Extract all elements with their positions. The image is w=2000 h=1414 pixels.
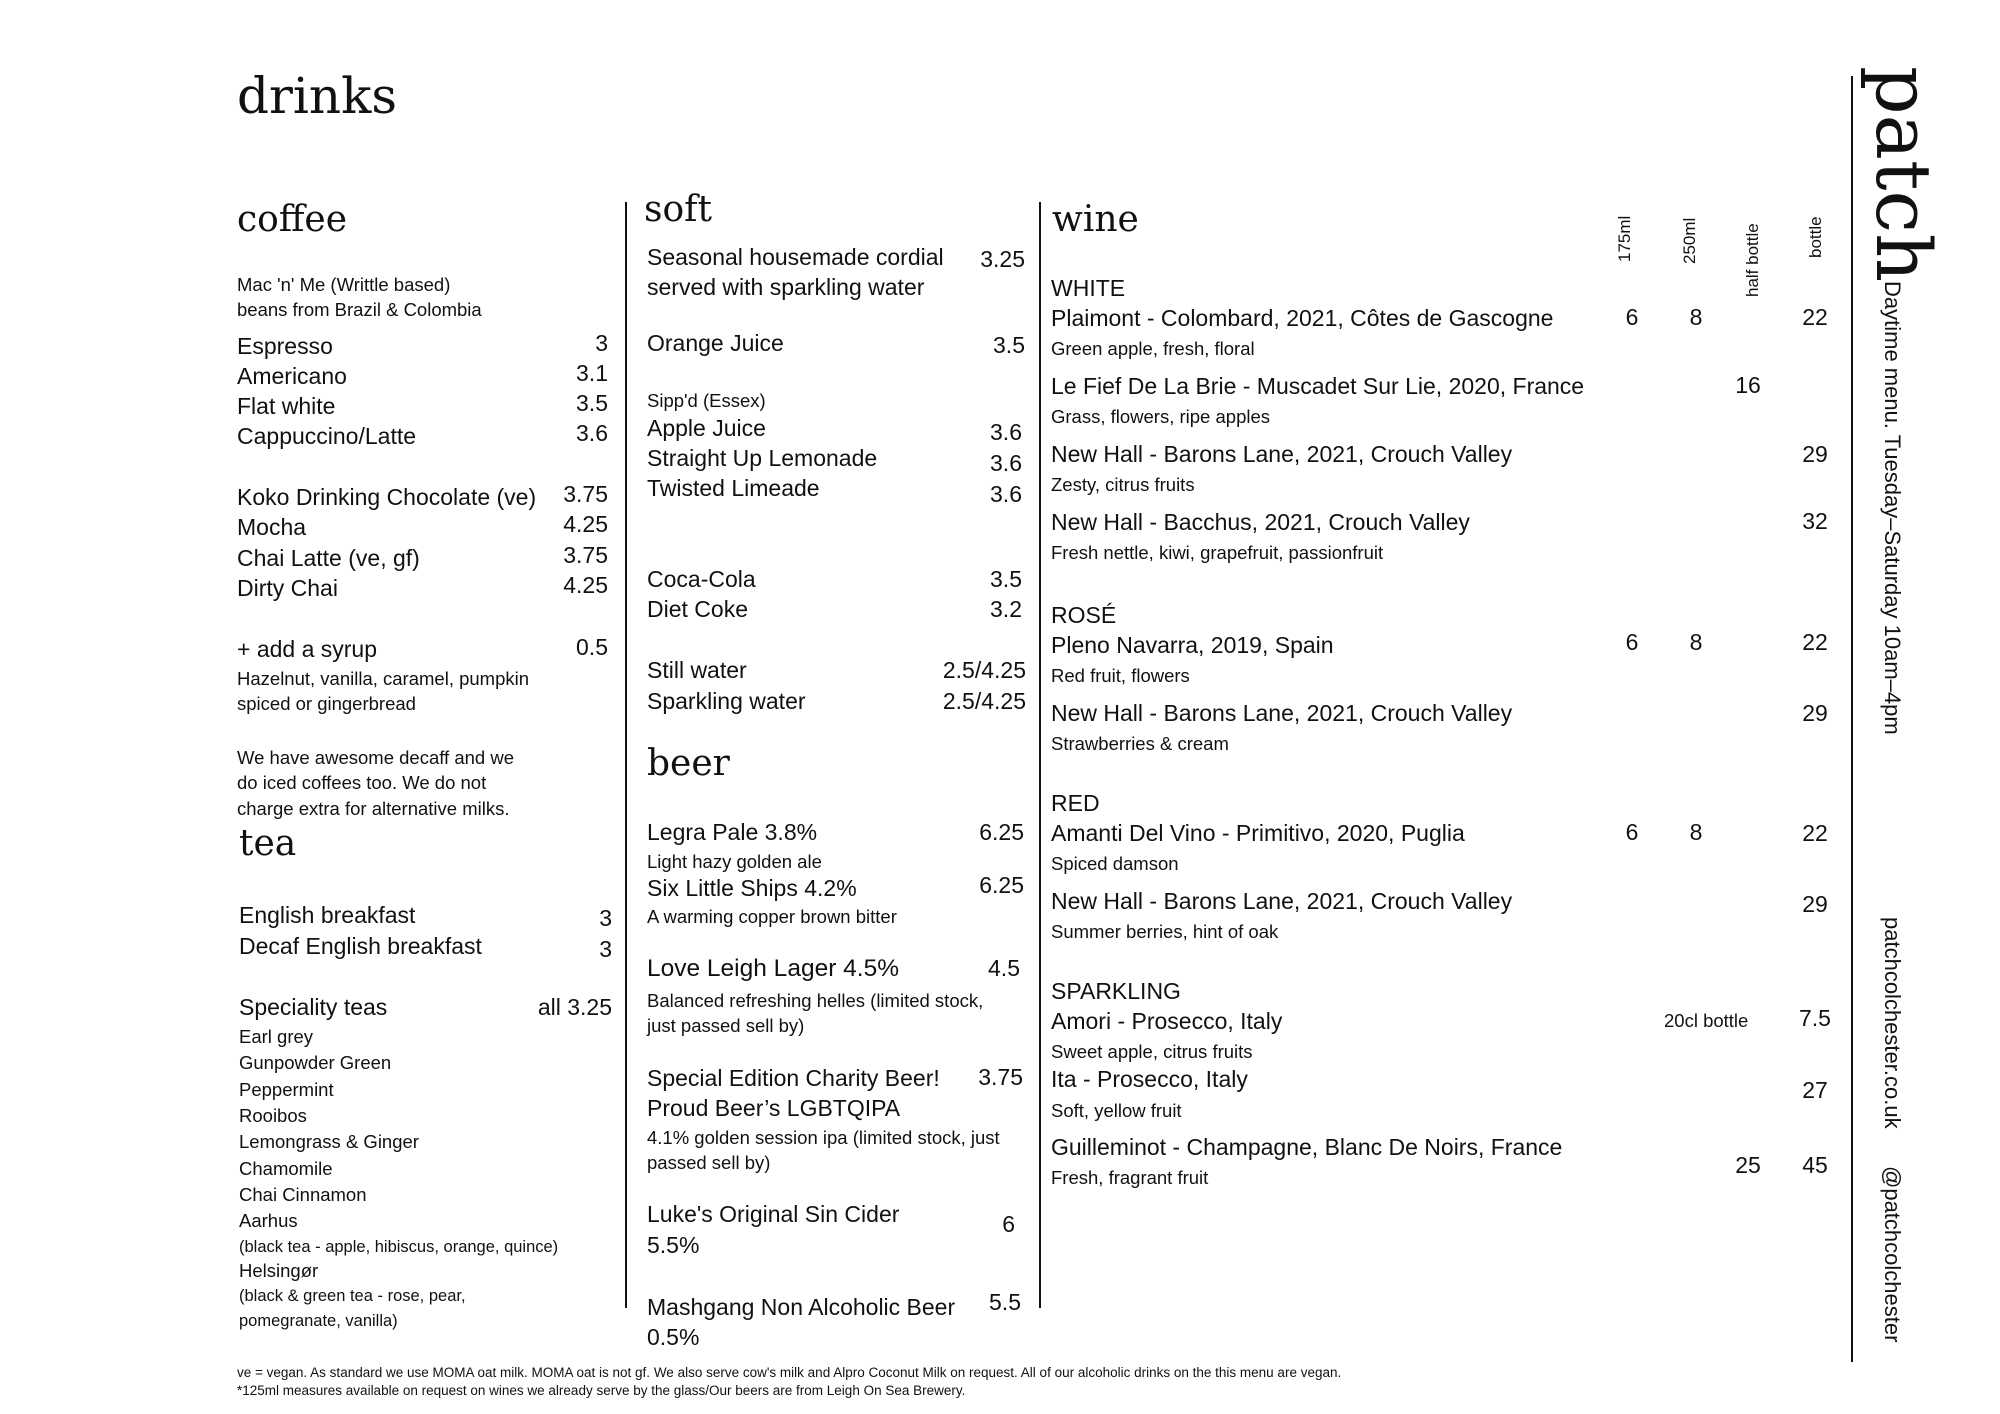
menu-item-name: Diet Coke	[647, 596, 748, 622]
menu-item-price: 2.5/4.25	[942, 688, 1026, 714]
wine-size-note: 20cl bottle	[1664, 1010, 1749, 1031]
coffee-note-line: beans from Brazil & Colombia	[237, 299, 482, 320]
wine-name: New Hall - Barons Lane, 2021, Crouch Valley	[1051, 888, 1513, 914]
wine-desc: Fresh nettle, kiwi, grapefruit, passionfruit	[1051, 542, 1384, 563]
wine-name: Le Fief De La Brie - Muscadet Sur Lie, 2020, France	[1051, 373, 1585, 399]
brand-logo: patch	[1859, 66, 1948, 283]
wine-price-175: 6	[1625, 629, 1639, 655]
menu-item-name: Speciality teas	[239, 994, 388, 1020]
menu-item-price: 3.5	[993, 332, 1025, 358]
wine-price-bottle: 29	[1802, 700, 1828, 726]
wine-price-175: 6	[1625, 819, 1639, 845]
menu-item-price: 3.1	[576, 360, 608, 386]
wine-desc: Grass, flowers, ripe apples	[1051, 406, 1271, 427]
list-item: Lemongrass & Ginger	[239, 1131, 419, 1152]
wine-desc: Zesty, citrus fruits	[1051, 474, 1195, 495]
decaf-note: do iced coffees too. We do not	[237, 772, 487, 793]
wine-price-bottle: 7.5	[1799, 1005, 1831, 1031]
menu-item-name: Seasonal housemade cordial	[647, 244, 944, 270]
menu-item-name: Chai Latte (ve, gf)	[237, 545, 420, 571]
wine-price-250: 8	[1689, 629, 1703, 655]
sippd-label: Sipp'd (Essex)	[647, 390, 766, 411]
menu-item-name: + add a syrup	[237, 636, 378, 662]
wine-price-half: 25	[1735, 1152, 1761, 1178]
decaf-note: charge extra for alternative milks.	[237, 798, 510, 819]
brand-divider	[1851, 76, 1853, 1362]
wine-heading: wine	[1052, 199, 1139, 240]
list-item: Chai Cinnamon	[239, 1184, 367, 1205]
syrup-desc: Hazelnut, vanilla, caramel, pumpkin	[237, 668, 530, 689]
menu-item-name: Dirty Chai	[237, 575, 338, 601]
menu-item-price: all 3.25	[537, 994, 612, 1020]
menu-item-name: English breakfast	[239, 902, 416, 928]
wine-name: New Hall - Bacchus, 2021, Crouch Valley	[1051, 509, 1470, 535]
menu-item-name: Cappuccino/Latte	[237, 423, 417, 449]
wine-desc: Fresh, fragrant fruit	[1051, 1167, 1209, 1188]
menu-item-price: 4.5	[988, 955, 1020, 981]
menu-item-desc: Light hazy golden ale	[647, 851, 822, 872]
menu-item-name: Decaf English breakfast	[239, 933, 482, 959]
coffee-note-line: Mac 'n' Me (Writtle based)	[237, 274, 451, 295]
menu-item-name: Luke's Original Sin Cider	[647, 1201, 900, 1227]
menu-item-name: Special Edition Charity Beer!	[647, 1065, 940, 1091]
menu-item-desc: A warming copper brown bitter	[647, 906, 897, 927]
wine-name: Plaimont - Colombard, 2021, Côtes de Gascogne	[1051, 305, 1554, 331]
list-item: Earl grey	[239, 1026, 314, 1047]
wine-price-bottle: 22	[1802, 304, 1828, 330]
wine-column-header: 175ml	[1615, 215, 1634, 262]
wine-column-header: 250ml	[1680, 217, 1699, 264]
menu-item-price: 4.25	[563, 511, 608, 537]
wine-price-175: 6	[1625, 304, 1639, 330]
wine-column-header: half bottle	[1743, 223, 1762, 297]
menu-item-name: Twisted Limeade	[647, 475, 820, 501]
wine-desc: Sweet apple, citrus fruits	[1051, 1041, 1253, 1062]
menu-item-price: 2.5/4.25	[942, 657, 1026, 683]
wine-price-bottle: 22	[1802, 820, 1828, 846]
menu-item-price: 3.75	[978, 1064, 1023, 1090]
menu-item-price: 6.25	[979, 872, 1024, 898]
menu-item-name: Flat white	[237, 393, 336, 419]
wine-desc: Strawberries & cream	[1051, 733, 1229, 754]
decaf-note: We have awesome decaff and we	[237, 747, 514, 768]
menu-item-name: 5.5%	[647, 1232, 700, 1258]
menu-item-price: 3.2	[990, 596, 1022, 622]
menu-item-price: 3.6	[576, 420, 608, 446]
wine-name: New Hall - Barons Lane, 2021, Crouch Valley	[1051, 700, 1513, 726]
menu-item-name: Koko Drinking Chocolate (ve)	[237, 484, 537, 510]
menu-item-desc: Balanced refreshing helles (limited stock,	[647, 990, 984, 1011]
wine-name: Pleno Navarra, 2019, Spain	[1051, 632, 1334, 658]
syrup-desc: spiced or gingerbread	[237, 693, 416, 714]
menu-item-name: Orange Juice	[647, 330, 784, 356]
wine-price-half: 16	[1735, 372, 1761, 398]
menu-item-desc: just passed sell by)	[647, 1015, 805, 1036]
menu-item-price: 0.5	[576, 634, 608, 660]
menu-item-name: Mocha	[237, 514, 307, 540]
menu-item-name: Straight Up Lemonade	[647, 445, 878, 471]
wine-price-bottle: 27	[1802, 1077, 1828, 1103]
page-title: drinks	[237, 67, 398, 125]
wine-price-bottle: 29	[1802, 441, 1828, 467]
menu-item-name: Apple Juice	[647, 415, 766, 441]
column-divider	[625, 202, 627, 1308]
footer-note: ve = vegan. As standard we use MOMA oat milk. MOMA oat is not gf. We also serve cow's milk and Alpro Coconut Milk on request. All of our alcoholic drinks on the this menu are vegan.	[237, 1365, 1342, 1380]
menu-item-price: 3.5	[576, 390, 608, 416]
list-item: Rooibos	[239, 1105, 307, 1126]
menu-item-name: Six Little Ships 4.2%	[647, 875, 857, 901]
menu-item-desc: 4.1% golden session ipa (limited stock, just	[647, 1127, 1000, 1148]
menu-item-price: 6	[1002, 1211, 1015, 1237]
wine-column-header: bottle	[1806, 216, 1825, 258]
wine-desc: Summer berries, hint of oak	[1051, 921, 1279, 942]
list-item: Aarhus	[239, 1210, 298, 1231]
menu-item-price: 3.25	[980, 246, 1025, 272]
column-divider	[1039, 202, 1041, 1308]
menu-item-name: Americano	[237, 363, 347, 389]
menu-item-price: 3.5	[990, 566, 1022, 592]
list-item: (black & green tea - rose, pear,	[239, 1287, 466, 1305]
menu-item-price: 6.25	[979, 819, 1024, 845]
wine-price-250: 8	[1689, 819, 1703, 845]
wine-price-bottle: 32	[1802, 508, 1828, 534]
list-item: Peppermint	[239, 1079, 334, 1100]
coffee-heading: coffee	[237, 199, 348, 240]
list-item: Chamomile	[239, 1158, 333, 1179]
wine-name: Ita - Prosecco, Italy	[1051, 1066, 1248, 1092]
social-handle[interactable]: @patchcolchester	[1880, 1166, 1905, 1343]
menu-item-name: Still water	[647, 657, 747, 683]
menu-item-name: Coca-Cola	[647, 566, 756, 592]
wine-price-bottle: 45	[1802, 1152, 1828, 1178]
wine-desc: Soft, yellow fruit	[1051, 1100, 1182, 1121]
menu-item-name: Love Leigh Lager 4.5%	[647, 955, 899, 982]
menu-item-price: 3	[599, 905, 612, 931]
menu-item-price: 3.75	[563, 542, 608, 568]
menu-item-price: 5.5	[989, 1289, 1021, 1315]
soft-heading: soft	[644, 189, 712, 230]
menu-item-price: 3	[595, 330, 608, 356]
footer-note: *125ml measures available on request on wines we already serve by the glass/Our beers are from Leigh On Sea Brewery.	[237, 1383, 966, 1398]
menu-item-price: 3.6	[990, 450, 1022, 476]
list-item: Helsingør	[239, 1260, 319, 1281]
tea-heading: tea	[239, 823, 297, 864]
wine-group-label: SPARKLING	[1051, 978, 1181, 1004]
wine-desc: Green apple, fresh, floral	[1051, 338, 1255, 359]
wine-name: New Hall - Barons Lane, 2021, Crouch Valley	[1051, 441, 1513, 467]
menu-item-desc: passed sell by)	[647, 1152, 771, 1173]
menu-item-price: 3.6	[990, 419, 1022, 445]
list-item: pomegranate, vanilla)	[239, 1312, 398, 1330]
menu-item-name: Mashgang Non Alcoholic Beer	[647, 1294, 956, 1320]
wine-group-label: WHITE	[1051, 275, 1126, 301]
menu-item-name: 0.5%	[647, 1324, 700, 1350]
menu-item-price: 4.25	[563, 572, 608, 598]
wine-group-label: RED	[1051, 790, 1100, 816]
menu-item-name: Proud Beer’s LGBTQIPA	[647, 1095, 901, 1121]
opening-hours: Daytime menu. Tuesday–Saturday 10am–4pm	[1880, 281, 1905, 735]
menu-item-price: 3	[599, 936, 612, 962]
wine-desc: Spiced damson	[1051, 853, 1179, 874]
wine-desc: Red fruit, flowers	[1051, 665, 1190, 686]
wine-price-bottle: 29	[1802, 891, 1828, 917]
wine-name: Amanti Del Vino - Primitivo, 2020, Puglia	[1051, 820, 1465, 846]
menu-item-name: Legra Pale 3.8%	[647, 819, 818, 845]
list-item: Gunpowder Green	[239, 1052, 392, 1073]
website-link[interactable]: patchcolchester.co.uk	[1880, 917, 1905, 1129]
wine-price-250: 8	[1689, 304, 1703, 330]
wine-price-bottle: 22	[1802, 629, 1828, 655]
wine-name: Amori - Prosecco, Italy	[1051, 1008, 1283, 1034]
menu-item-price: 3.6	[990, 481, 1022, 507]
menu-item-name: Espresso	[237, 333, 333, 359]
beer-heading: beer	[647, 743, 730, 784]
wine-name: Guilleminot - Champagne, Blanc De Noirs, France	[1051, 1134, 1563, 1160]
list-item: (black tea - apple, hibiscus, orange, quince)	[239, 1238, 559, 1256]
menu-item-price: 3.75	[563, 481, 608, 507]
wine-group-label: ROSÉ	[1051, 602, 1117, 628]
menu-item-name: Sparkling water	[647, 688, 806, 714]
menu-item-name: served with sparkling water	[647, 274, 925, 300]
